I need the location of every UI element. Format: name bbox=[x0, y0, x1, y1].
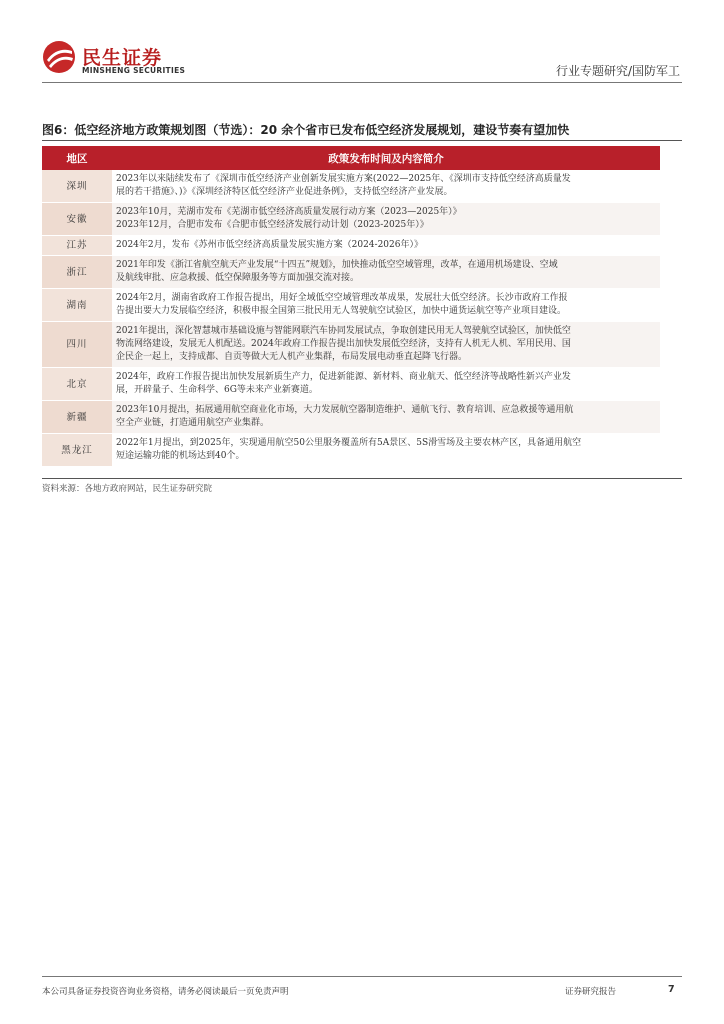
policy-description-line: 2021年印发《浙江省航空航天产业发展“十四五”规划》，加快推动低空空域管理，改革，在通用机场建设、空域 bbox=[116, 260, 558, 270]
region-cell: 浙江 bbox=[42, 256, 112, 289]
table-row bbox=[42, 256, 660, 289]
footer-disclaimer: 本公司具备证券投资咨询业务资格，请务必阅读最后一页免责声明 bbox=[42, 987, 289, 997]
policy-description-line: 2024年，政府工作报告提出加快发展新质生产力，促进新能源、新材料、商业航天、低空经济等战略性新兴产业发 bbox=[116, 372, 571, 382]
region-cell: 黑龙江 bbox=[42, 434, 112, 467]
policy-description-line: 展，开辟量子、生命科学、6G等未来产业新赛道。 bbox=[116, 385, 318, 395]
table-row bbox=[42, 434, 660, 467]
figure-source: 资料来源：各地方政府网站，民生证券研究院 bbox=[42, 484, 213, 494]
page-number: 7 bbox=[668, 984, 675, 995]
policy-description-cell bbox=[112, 368, 660, 401]
policy-description-line: 2023年10月提出，拓展通用航空商业化市场，大力发展航空器制造维护、通航飞行、教育培训、应急救援等通用航 bbox=[116, 405, 574, 415]
table-bottom-divider bbox=[42, 478, 682, 479]
policy-description-line: 短途运输功能的机场达到40个。 bbox=[116, 451, 245, 461]
policy-description-cell bbox=[112, 322, 660, 368]
policy-description-line: 2023年10月，芜湖市发布《芜湖市低空经济高质量发展行动方案（2023—2025年）》 bbox=[116, 207, 462, 217]
logo-chinese-text: 民生证券 bbox=[82, 47, 163, 69]
minsheng-logo-icon bbox=[42, 40, 76, 74]
table-row bbox=[42, 203, 660, 236]
region-cell: 安徽 bbox=[42, 203, 112, 236]
logo-english-text: MINSHENG SECURITIES bbox=[82, 66, 186, 75]
policy-description-line: 告提出要大力发展临空经济，积极申报全国第三批民用无人驾驶航空试验区，加快中通货运航空等产业项目建设。 bbox=[116, 306, 567, 316]
policy-description-line: 2024年2月，发布《苏州市低空经济高质量发展实施方案（2024-2026年）》 bbox=[116, 240, 423, 250]
report-category: 行业专题研究/国防军工 bbox=[555, 64, 680, 78]
table-row bbox=[42, 236, 660, 256]
footer-divider bbox=[42, 976, 682, 977]
figure-title: 图6：低空经济地方政策规划图（节选）：20 余个省市已发布低空经济发展规划，建设节奏有望加快 bbox=[42, 123, 570, 137]
table-row bbox=[42, 170, 660, 203]
policy-description-line: 2022年1月提出，到2025年，实现通用航空50公里服务覆盖所有5A景区、5S滑雪场及主要农林产区，具备通用航空 bbox=[116, 438, 582, 448]
region-cell: 新疆 bbox=[42, 401, 112, 434]
table-row bbox=[42, 368, 660, 401]
table-header-row bbox=[42, 146, 660, 170]
policy-description-line: 空全产业链，打造通用航空产业集群。 bbox=[116, 418, 270, 428]
policy-description-cell bbox=[112, 203, 660, 236]
policy-description-line: 2024年2月，湖南省政府工作报告提出，用好全域低空空域管理改革成果，发展壮大低空经济。长沙市政府工作报 bbox=[116, 293, 568, 303]
region-cell: 深圳 bbox=[42, 170, 112, 203]
region-cell: 湖南 bbox=[42, 289, 112, 322]
table-row bbox=[42, 289, 660, 322]
table-row bbox=[42, 401, 660, 434]
policy-description-cell bbox=[112, 256, 660, 289]
policy-description-line: 2023年以来陆续发布了《深圳市低空经济产业创新发展实施方案(2022—2025年、《深圳市支持低空经济高质量发 bbox=[116, 174, 571, 184]
policy-table bbox=[42, 146, 660, 467]
column-header-policy: 政策发布时间及内容简介 bbox=[112, 146, 660, 170]
region-cell: 江苏 bbox=[42, 236, 112, 256]
figure-title-divider bbox=[42, 140, 682, 141]
policy-description-line: 2023年12月，合肥市发布《合肥市低空经济发展行动计划（2023-2025年）》 bbox=[116, 220, 429, 230]
table-row bbox=[42, 322, 660, 368]
policy-description-line: 物流网络建设，发展无人机配送。2024年政府工作报告提出加快发展低空经济，支持有人机无人机、军用民用、国 bbox=[116, 339, 571, 349]
footer-report-type: 证券研究报告 bbox=[565, 987, 617, 997]
policy-description-line: 及航线审批、应急救援、低空保障服务等方面加强交流对接。 bbox=[116, 273, 360, 283]
policy-description-cell bbox=[112, 236, 660, 256]
policy-description-line: 企民企一起上，支持成都、自贡等做大无人机产业集群，布局发展电动垂直起降飞行器。 bbox=[116, 352, 468, 362]
page-header bbox=[0, 0, 724, 90]
column-header-region: 地区 bbox=[42, 146, 112, 170]
header-divider bbox=[42, 82, 682, 83]
region-cell: 四川 bbox=[42, 322, 112, 368]
policy-description-cell bbox=[112, 170, 660, 203]
region-cell: 北京 bbox=[42, 368, 112, 401]
minsheng-logo bbox=[42, 40, 186, 80]
policy-description-cell bbox=[112, 289, 660, 322]
policy-description-cell bbox=[112, 434, 660, 467]
policy-description-line: 展的若干措施》、)》《深圳经济特区低空经济产业促进条例》，支持低空经济产业发展。 bbox=[116, 187, 453, 197]
policy-description-cell bbox=[112, 401, 660, 434]
policy-description-line: 2021年提出，深化智慧城市基础设施与智能网联汽车协同发展试点，争取创建民用无人驾驶航空试验区，加快低空 bbox=[116, 326, 571, 336]
